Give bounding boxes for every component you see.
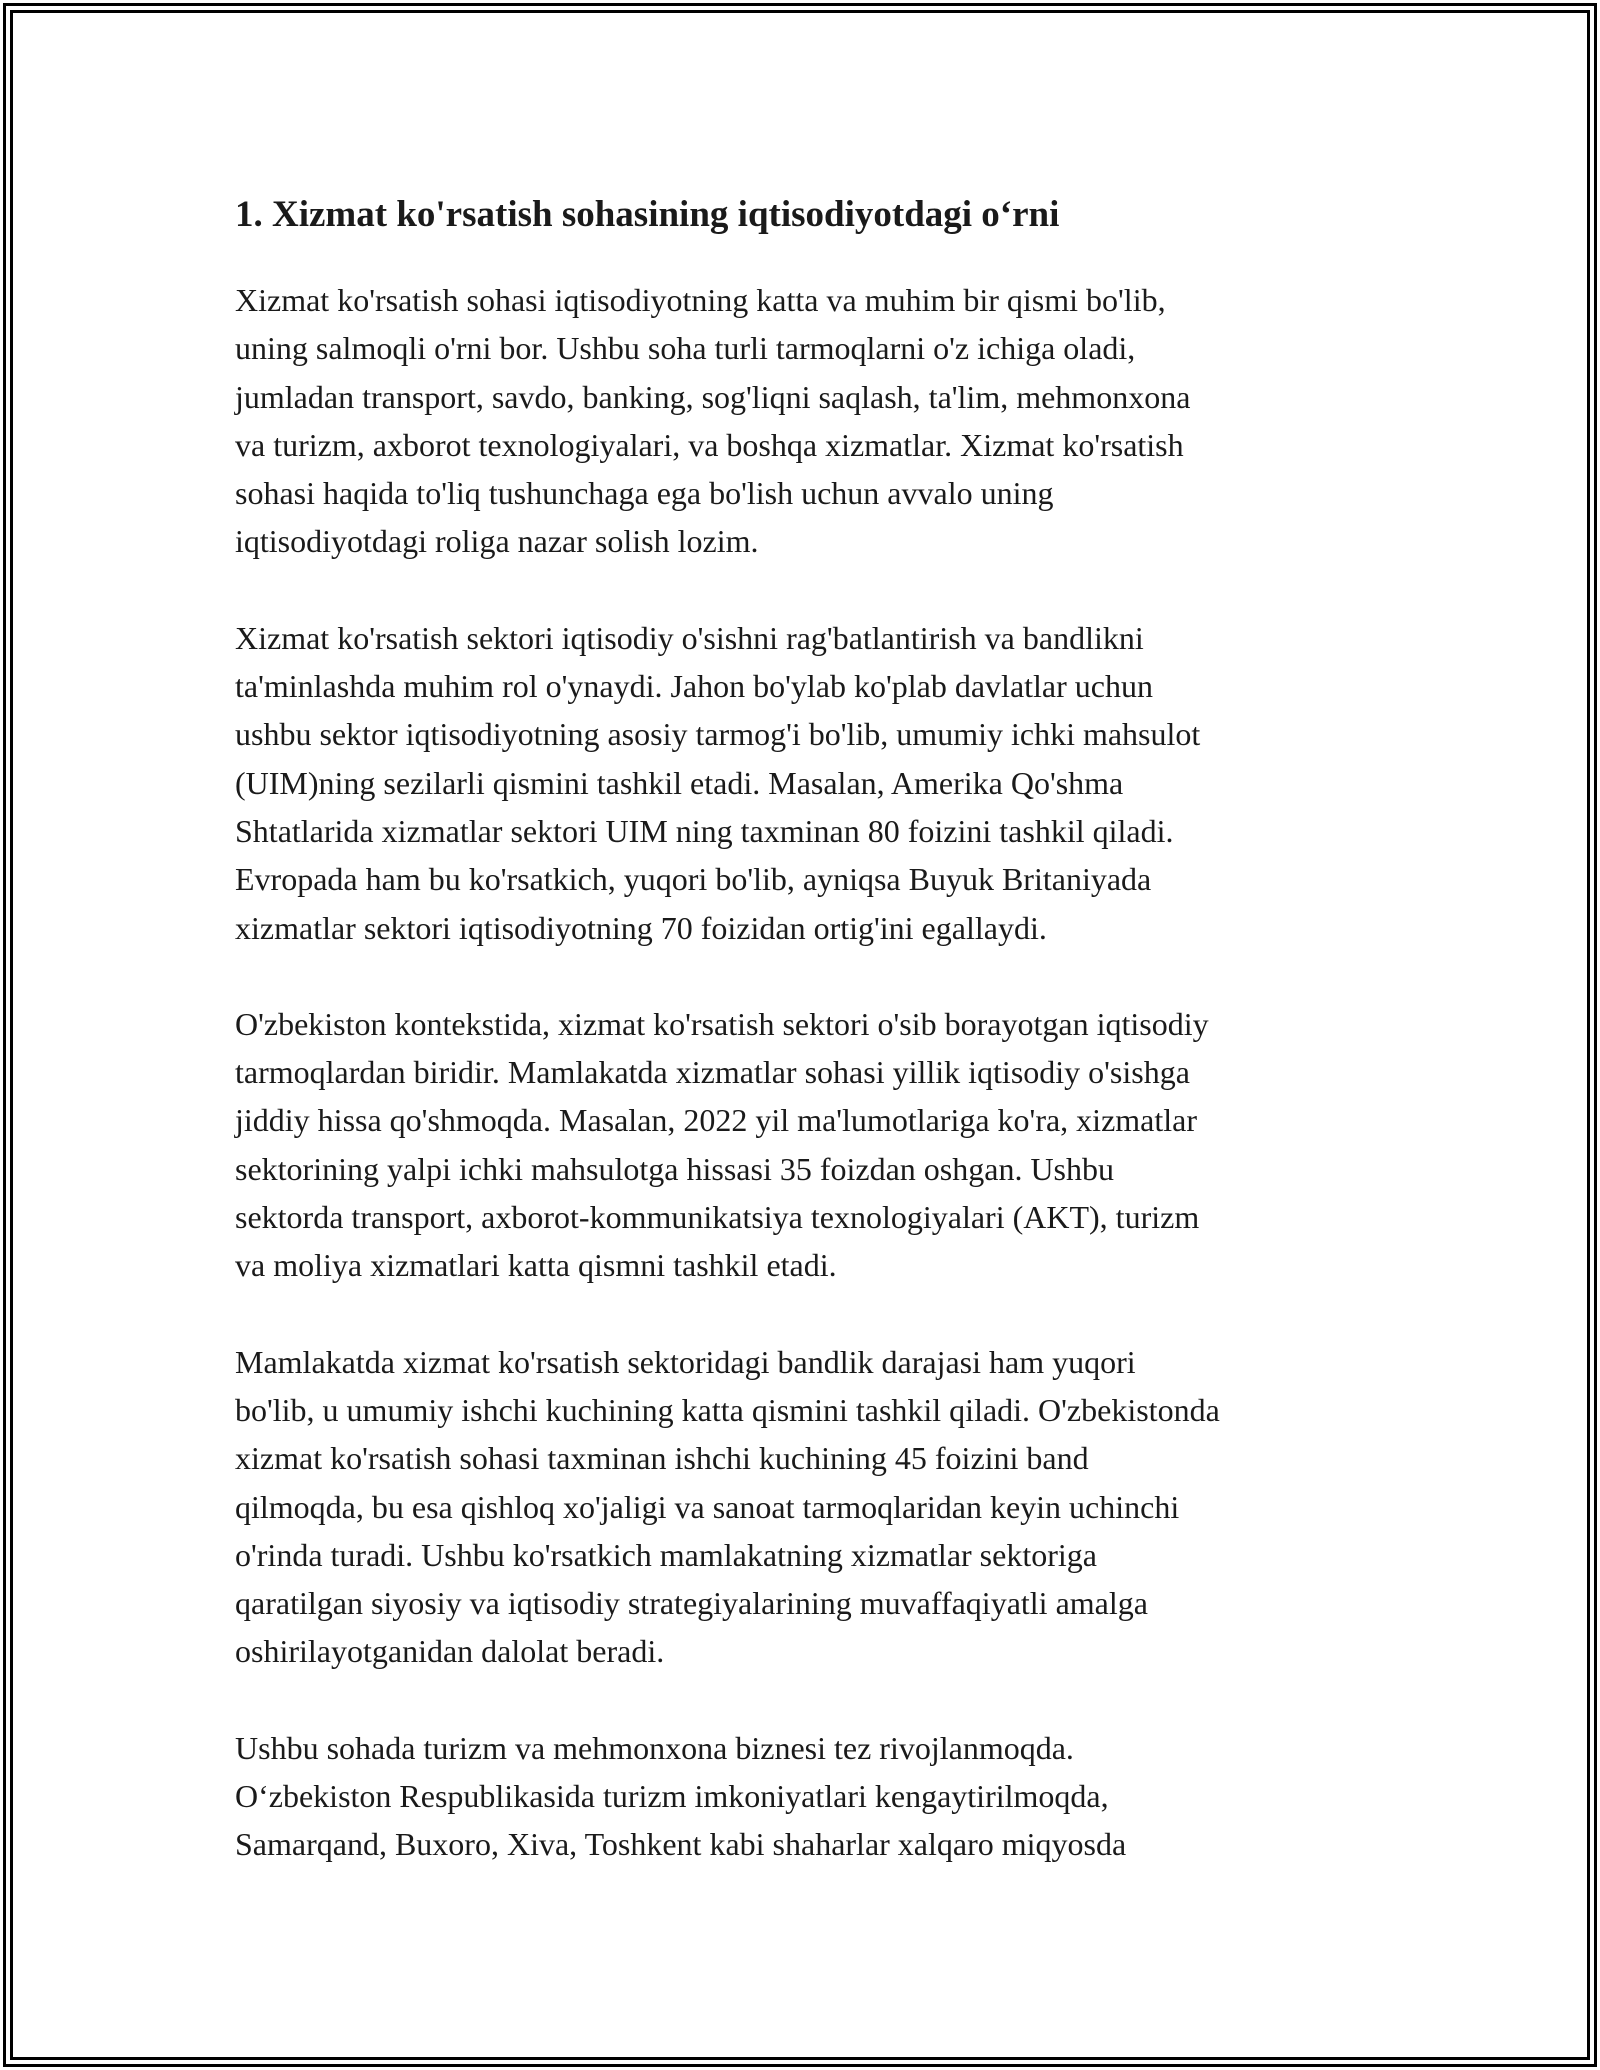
text-line: sektorda transport, axborot-kommunikatsiya texnologiyalari (AKT), turizm (235, 1199, 1200, 1236)
text-line: qilmoqda, bu esa qishloq xo'jaligi va sanoat tarmoqlaridan keyin uchinchi (235, 1488, 1180, 1525)
paragraph-5 (235, 1724, 1395, 1869)
text-line: Mamlakatda xizmat ko'rsatish sektoridagi bandlik darajasi ham yuqori (235, 1343, 1136, 1380)
text-line: qaratilgan siyosiy va iqtisodiy strategiyalarining muvaffaqiyatli amalga (235, 1585, 1148, 1622)
text-line: O'zbekiston kontekstida, xizmat ko'rsatish sektori o'sib borayotgan iqtisodiy (235, 1005, 1209, 1042)
paragraph-4 (235, 1338, 1395, 1676)
text-line: ushbu sektor iqtisodiyotning asosiy tarmog'i bo'lib, umumiy ichki mahsulot (235, 716, 1201, 753)
text-line: o'rinda turadi. Ushbu ko'rsatkich mamlakatning xizmatlar sektoriga (235, 1536, 1097, 1573)
text-line: iqtisodiyotdagi roliga nazar solish lozim. (235, 523, 759, 560)
paragraph-3 (235, 1000, 1395, 1290)
paragraph-1 (235, 276, 1395, 566)
text-line: Samarqand, Buxoro, Xiva, Toshkent kabi shaharlar xalqaro miqyosda (235, 1826, 1127, 1863)
text-line: O‘zbekiston Respublikasida turizm imkoniyatlari kengaytirilmoqda, (235, 1778, 1109, 1815)
text-line: xizmatlar sektori iqtisodiyotning 70 foizidan ortig'ini egallaydi. (235, 909, 1047, 946)
text-line: oshirilayotganidan dalolat beradi. (235, 1633, 665, 1670)
text-line: tarmoqlardan biridir. Mamlakatda xizmatlar sohasi yillik iqtisodiy o'sishga (235, 1054, 1190, 1091)
text-line: Evropada ham bu ko'rsatkich, yuqori bo'lib, ayniqsa Buyuk Britaniyada (235, 861, 1152, 898)
text-line: jiddiy hissa qo'shmoqda. Masalan, 2022 yil ma'lumotlariga ko'ra, xizmatlar (235, 1102, 1197, 1139)
text-line: Shtatlarida xizmatlar sektori UIM ning taxminan 80 foizini tashkil qiladi. (235, 812, 1174, 849)
paragraph-2 (235, 614, 1395, 952)
text-line: sektorining yalpi ichki mahsulotga hissasi 35 foizdan oshgan. Ushbu (235, 1150, 1114, 1187)
text-line: Xizmat ko'rsatish sektori iqtisodiy o'sishni rag'batlantirish va bandlikni (235, 619, 1144, 656)
text-line: xizmat ko'rsatish sohasi taxminan ishchi kuchining 45 foizini band (235, 1440, 1089, 1477)
text-line: uning salmoqli o'rni bor. Ushbu soha turli tarmoqlarni o'z ichiga oladi, (235, 330, 1136, 367)
text-line: sohasi haqida to'liq tushunchaga ega bo'lish uchun avvalo uning (235, 475, 1054, 512)
document-body (235, 180, 1395, 1917)
text-line: Xizmat ko'rsatish sohasi iqtisodiyotning katta va muhim bir qismi bo'lib, (235, 282, 1166, 318)
text-line: bo'lib, u umumiy ishchi kuchining katta qismini tashkil qiladi. O'zbekistonda (235, 1391, 1220, 1428)
text-line: va moliya xizmatlari katta qismni tashkil etadi. (235, 1247, 837, 1284)
text-line: jumladan transport, savdo, banking, sog'liqni saqlash, ta'lim, mehmonxona (235, 378, 1191, 415)
text-line: ta'minlashda muhim rol o'ynaydi. Jahon bo'ylab ko'plab davlatlar uchun (235, 668, 1153, 705)
text-line: va turizm, axborot texnologiyalari, va boshqa xizmatlar. Xizmat ko'rsatish (235, 426, 1184, 463)
text-line: (UIM)ning sezilarli qismini tashkil etadi. Masalan, Amerika Qo'shma (235, 764, 1124, 801)
section-heading: 1. Xizmat ko'rsatish sohasining iqtisodiyotdagi o‘rni (235, 194, 1060, 235)
text-line: Ushbu sohada turizm va mehmonxona biznesi tez rivojlanmoqda. (235, 1729, 1074, 1766)
